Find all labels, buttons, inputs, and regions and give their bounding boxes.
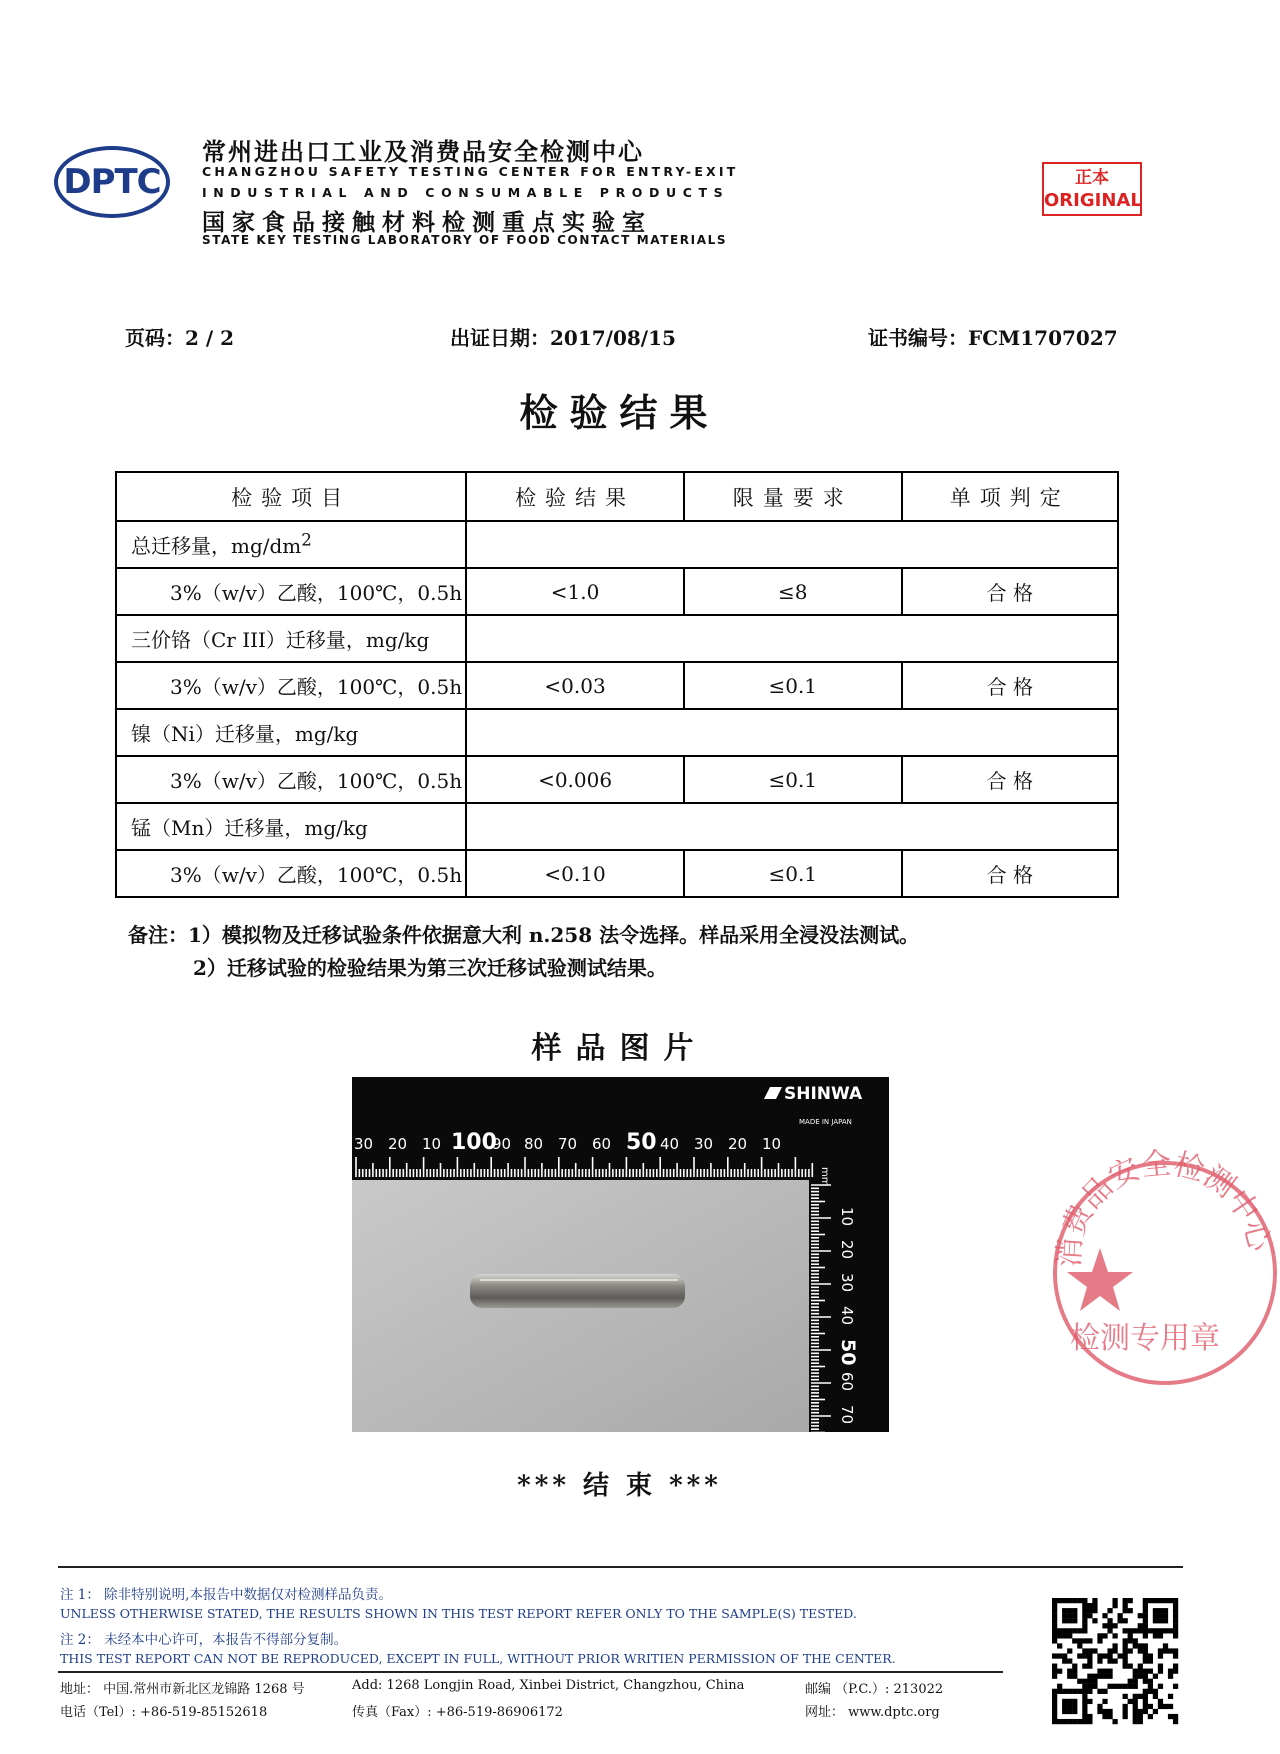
- footer-note1-en: UNLESS OTHERWISE STATED, THE RESULTS SHOWN IN THIS TEST REPORT REFER ONLY TO THE SAMPLE(S) TESTED.: [60, 1606, 857, 1621]
- qr-code-icon: [1052, 1598, 1178, 1724]
- test-limit: ≤8: [684, 568, 902, 615]
- table-header-row: [116, 472, 1118, 521]
- group-name: 镍（Ni）迁移量，mg/kg: [116, 709, 466, 756]
- page-title: 检验结果: [519, 390, 720, 435]
- ruler-side-label: 70: [838, 1405, 856, 1425]
- ruler-top-label: 10: [762, 1135, 782, 1153]
- ruler-top-label: 10: [422, 1135, 442, 1153]
- table-row: [116, 803, 1118, 850]
- ruler-side-label: 30: [838, 1273, 856, 1293]
- ruler-brand: SHINWA: [784, 1084, 863, 1104]
- org-name-en-line2: INDUSTRIAL AND CONSUMABLE PRODUCTS: [202, 185, 730, 200]
- table-row: [116, 756, 1118, 803]
- dptc-logo: [54, 146, 170, 218]
- ruler-side-label: 50: [837, 1339, 859, 1366]
- note-1: 备注：1）模拟物及迁移试验条件依据意大利 n.258 法令选择。样品采用全浸没法测试。: [128, 923, 920, 947]
- ruler-top-label: 50: [626, 1130, 657, 1155]
- original-stamp-en: ORIGINAL: [1044, 190, 1142, 211]
- group-spacer: [466, 615, 1118, 662]
- footer-divider-bottom: [58, 1671, 1003, 1673]
- test-limit: ≤0.1: [684, 850, 902, 897]
- test-condition: 3%（w/v）乙酸，100℃，0.5h: [116, 568, 466, 615]
- group-spacer: [466, 709, 1118, 756]
- website: 网址： www.dptc.org: [805, 1705, 940, 1720]
- group-name: 三价铬（Cr III）迁移量，mg/kg: [116, 615, 466, 662]
- seal-bottom-text: 检测专用章: [1070, 1321, 1220, 1356]
- table-row: [116, 568, 1118, 615]
- lab-name-en: STATE KEY TESTING LABORATORY OF FOOD CONTACT MATERIALS: [202, 233, 728, 247]
- test-condition: 3%（w/v）乙酸，100℃，0.5h: [116, 850, 466, 897]
- ruler-top-label: 30: [354, 1135, 374, 1153]
- group-name-text: 总迁移量，mg/dm: [131, 534, 302, 558]
- test-result: <1.0: [466, 568, 684, 615]
- photo-title: 样品图片: [531, 1031, 708, 1066]
- test-verdict: 合 格: [902, 568, 1118, 615]
- table-row: [116, 850, 1118, 897]
- ruler-side-label: 20: [838, 1240, 856, 1260]
- page-number: 页码：2 / 2: [125, 326, 235, 350]
- results-table: [115, 471, 1119, 898]
- group-name: 锰（Mn）迁移量，mg/kg: [116, 803, 466, 850]
- ruler-side-label: 40: [838, 1306, 856, 1326]
- ruler-side-label: 10: [838, 1207, 856, 1227]
- test-verdict: 合 格: [902, 756, 1118, 803]
- table-row: [116, 662, 1118, 709]
- ruler-top-label: 90: [492, 1135, 512, 1153]
- group-spacer: [466, 521, 1118, 568]
- ruler-made-in: MADE IN JAPAN: [799, 1118, 852, 1126]
- logo-text: DPTC: [63, 162, 161, 202]
- ruler-top-label: 100: [451, 1130, 497, 1155]
- test-limit: ≤0.1: [684, 756, 902, 803]
- lab-name-cn: 国家食品接触材料检测重点实验室: [202, 210, 652, 236]
- test-verdict: 合 格: [902, 662, 1118, 709]
- telephone: 电话（Tel）: +86-519-85152618: [60, 1705, 268, 1720]
- postcode: 邮编 （P.C.）: 213022: [805, 1682, 944, 1697]
- header-result: 检验结果: [466, 472, 684, 521]
- footer-note2-cn: 注 2： 未经本中心许可，本报告不得部分复制。: [60, 1632, 348, 1648]
- header-limit: 限量要求: [684, 472, 902, 521]
- end-mark: *** 结 束 ***: [517, 1471, 722, 1501]
- ruler-unit: mm: [819, 1167, 830, 1187]
- address-en: Add: 1268 Longjin Road, Xinbei District, Changzhou, China: [352, 1678, 745, 1693]
- note-2: 2）迁移试验的检验结果为第三次迁移试验测试结果。: [193, 956, 667, 980]
- inspection-seal: [1040, 1148, 1280, 1388]
- test-result: <0.006: [466, 756, 684, 803]
- seal-text: 消费品安全检测中心: [1051, 1148, 1277, 1269]
- sample-photo: [352, 1077, 889, 1432]
- header-verdict: 单项判定: [902, 472, 1118, 521]
- test-condition: 3%（w/v）乙酸，100℃，0.5h: [116, 662, 466, 709]
- table-row: [116, 521, 1118, 568]
- test-condition: 3%（w/v）乙酸，100℃，0.5h: [116, 756, 466, 803]
- group-spacer: [466, 803, 1118, 850]
- org-name-cn: 常州进出口工业及消费品安全检测中心: [202, 138, 644, 166]
- ruler-top-label: 20: [728, 1135, 748, 1153]
- group-name: [116, 521, 466, 568]
- sample-photo-graphic: [352, 1077, 889, 1432]
- footer-note2-en: THIS TEST REPORT CAN NOT BE REPRODUCED, EXCEPT IN FULL, WITHOUT PRIOR WRITIEN PERMISSION OF THE CENTER.: [60, 1651, 896, 1666]
- ruler-top-label: 20: [388, 1135, 408, 1153]
- table-row: [116, 709, 1118, 756]
- test-limit: ≤0.1: [684, 662, 902, 709]
- footer-note1-cn: 注 1： 除非特别说明,本报告中数据仅对检测样品负责。: [60, 1587, 392, 1603]
- ruler-side-label: 60: [838, 1372, 856, 1392]
- certificate-number: 证书编号：FCM1707027: [868, 326, 1118, 350]
- group-name-sup: 2: [301, 530, 312, 550]
- org-name-en-line1: CHANGZHOU SAFETY TESTING CENTER FOR ENTRY-EXIT: [202, 164, 739, 179]
- svg-text:消费品安全检测中心: [1052, 1148, 1277, 1269]
- test-result: <0.03: [466, 662, 684, 709]
- test-verdict: 合 格: [902, 850, 1118, 897]
- ruler-top-label: 40: [660, 1135, 680, 1153]
- fax: 传真（Fax）: +86-519-86906172: [352, 1705, 563, 1720]
- issue-date: 出证日期：2017/08/15: [450, 326, 676, 350]
- test-result: <0.10: [466, 850, 684, 897]
- address-cn: 地址： 中国.常州市新北区龙锦路 1268 号: [60, 1682, 305, 1697]
- ruler-top-label: 60: [592, 1135, 612, 1153]
- original-stamp-cn: 正本: [1075, 168, 1109, 188]
- ruler-top-label: 30: [694, 1135, 714, 1153]
- ruler-top-label: 80: [524, 1135, 544, 1153]
- ruler-top-label: 70: [558, 1135, 578, 1153]
- header-test-item: 检验项目: [116, 472, 466, 521]
- footer-divider-top: [58, 1566, 1183, 1568]
- original-stamp: [1042, 162, 1142, 216]
- table-row: [116, 615, 1118, 662]
